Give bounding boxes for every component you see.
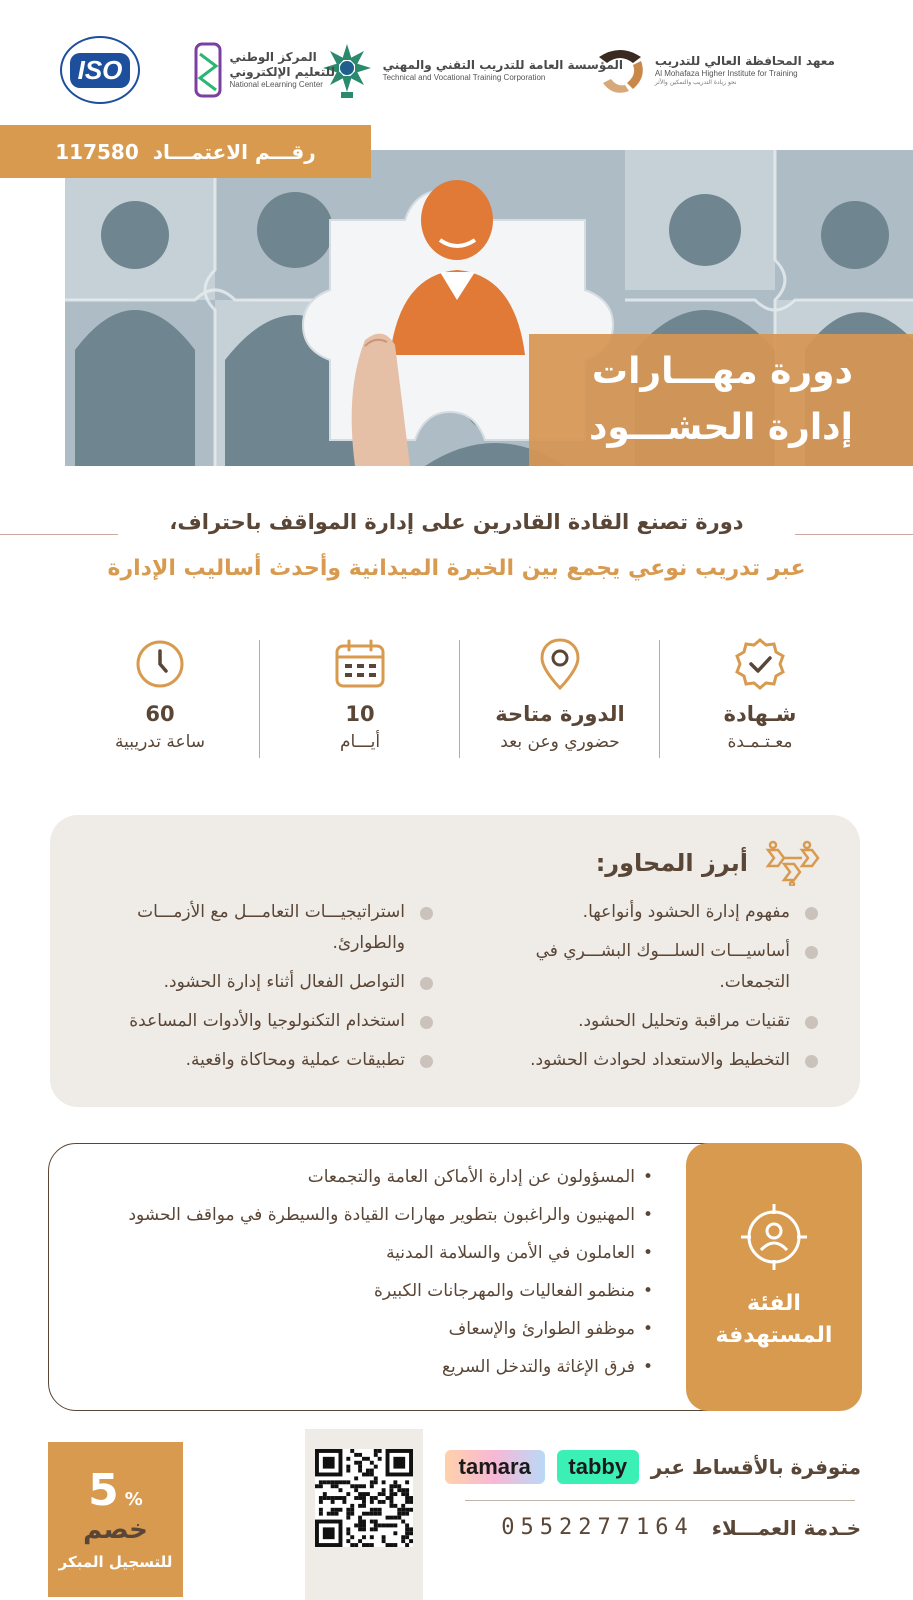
nelc-name-en: National eLearning Center: [229, 80, 323, 89]
tagline-line1: دورة تصنع القادة القادرين على إدارة المواقف باحتراف،: [169, 510, 744, 534]
target-item: • منظمو الفعاليات والمهرجانات الكبيرة: [53, 1272, 653, 1310]
target-audience-label-box: [686, 1143, 862, 1411]
tvtc-logo: [319, 30, 623, 110]
accreditation-number: 117580: [55, 139, 139, 164]
iso-label: ISO: [70, 53, 131, 88]
nelc-name-ar-1: المركز الوطني: [229, 50, 317, 64]
axes-item: استخدام التكنولوجيا والأدوات المساعدة: [80, 1006, 435, 1037]
target-item: • المهنيون والراغبون بتطوير مهارات القيادة والسيطرة في مواقف الحشود: [53, 1196, 653, 1234]
tvtc-name-en: Technical and Vocational Training Corporation: [382, 72, 546, 82]
nelc-emblem-icon: [194, 42, 222, 98]
feature-days-main: 10: [345, 702, 375, 726]
target-item: • موظفو الطوارئ والإسعاف: [53, 1310, 653, 1348]
tagline-line2: عبر تدريب نوعي يجمع بين الخبرة الميدانية وأحدث أساليب الإدارة: [107, 556, 806, 581]
feature-certificate-sub: معـتـمـدة: [727, 732, 793, 752]
target-item: • العاملون في الأمن والسلامة المدنية: [53, 1234, 653, 1272]
hero-title-line1: دورة مهـــارات: [591, 351, 853, 392]
axes-column-left: [80, 897, 435, 1084]
target-audience-list: [53, 1158, 653, 1386]
installments-row: [445, 1450, 861, 1484]
discount-badge: [48, 1442, 183, 1597]
certificate-badge-icon: [732, 636, 788, 692]
target-audience-title-line2: المستهدفة: [715, 1323, 833, 1348]
target-item: • فرق الإغاثة والتدخل السريع: [53, 1348, 653, 1386]
discount-value: [88, 1464, 143, 1516]
qr-code[interactable]: [315, 1449, 413, 1547]
target-person-icon: [739, 1202, 809, 1272]
accreditation-bar: [0, 125, 371, 178]
customer-service-label: خـدمة العمـــلاء: [711, 1515, 861, 1540]
target-audience-title: [716, 1288, 833, 1352]
feature-hours-sub: ساعة تدريبية: [114, 732, 206, 752]
axes-item: استراتيجيـــات التعامـــل مع الأزمـــات والطوارئ.: [80, 897, 435, 959]
tvtc-name-ar: المؤسسة العامة للتدريب التقني والمهني: [382, 57, 623, 72]
target-audience-title-line1: الفئة: [747, 1291, 801, 1316]
iso-logo: [60, 30, 140, 110]
discount-number: 5: [88, 1464, 119, 1516]
customer-service-phone[interactable]: 0552277164: [501, 1515, 694, 1540]
feature-availability-main: الدورة متاحة: [495, 702, 625, 726]
axes-item: تقنيات مراقبة وتحليل الحشود.: [465, 1006, 820, 1037]
mohafaza-slogan: نحو ريادة التدريب والتمكين والأثر: [654, 78, 737, 86]
nelc-name-ar-2: للتعليم الإلكتروني: [229, 65, 335, 79]
customer-service-row: [501, 1515, 861, 1540]
feature-days-sub: أيـــام: [339, 732, 381, 752]
nelc-logo: [194, 30, 335, 110]
axes-columns: [80, 897, 820, 1084]
features-row: [60, 636, 860, 761]
axes-item: التواصل الفعال أثناء إدارة الحشود.: [80, 967, 435, 998]
calendar-icon: [332, 636, 388, 692]
mohafaza-name-en: Al Mohafaza Higher Institute for Training: [654, 68, 798, 78]
axes-item: أساسيـــات السلـــوك البشـــري في التجمعات.: [465, 936, 820, 998]
flowchart-icon: [762, 840, 824, 886]
feature-availability: [460, 636, 660, 761]
feature-availability-sub: حضوري وعن بعد: [500, 732, 620, 752]
installments-label: متوفرة بالأقساط عبر: [650, 1455, 861, 1479]
feature-days: [260, 636, 460, 761]
qr-code-panel: [305, 1429, 423, 1600]
axes-title: أبرز المحاور:: [595, 849, 748, 877]
tagline-divider-right: [795, 534, 913, 535]
target-item: • المسؤولون عن إدارة الأماكن العامة والتجمعات: [53, 1158, 653, 1196]
discount-percent-sign: %: [124, 1488, 143, 1510]
axes-item: تطبيقات عملية ومحاكاة واقعية.: [80, 1045, 435, 1076]
discount-subtitle: للتسجيل المبكر: [58, 1552, 173, 1571]
feature-hours-main: 60: [145, 702, 175, 726]
axes-item: مفهوم إدارة الحشود وأنواعها.: [465, 897, 820, 928]
hero-title-line2: إدارة الحشـــود: [588, 407, 853, 448]
axes-column-right: [465, 897, 820, 1084]
tagline-divider-left: [0, 534, 118, 535]
clock-icon: [132, 636, 188, 692]
tamara-logo: tamara: [445, 1450, 545, 1484]
feature-hours: [60, 636, 260, 761]
hero-title-box: [529, 334, 913, 466]
discount-word: خصم: [83, 1514, 148, 1545]
axes-panel: [50, 815, 860, 1107]
feature-certificate: [660, 636, 860, 761]
location-pin-icon: [532, 636, 588, 692]
footer-divider: [465, 1500, 855, 1501]
mohafaza-logo: [593, 30, 835, 110]
feature-certificate-main: شـهادة: [723, 702, 797, 726]
mohafaza-name-ar: معهد المحافظة العالي للتدريب: [654, 53, 835, 68]
axes-item: التخطيط والاستعداد لحوادث الحشود.: [465, 1045, 820, 1076]
tabby-logo: tabby: [557, 1450, 639, 1484]
accreditation-label: رقـــم الاعتمـــاد: [152, 139, 316, 164]
header-logos: [0, 30, 913, 110]
axes-header: [596, 840, 824, 886]
